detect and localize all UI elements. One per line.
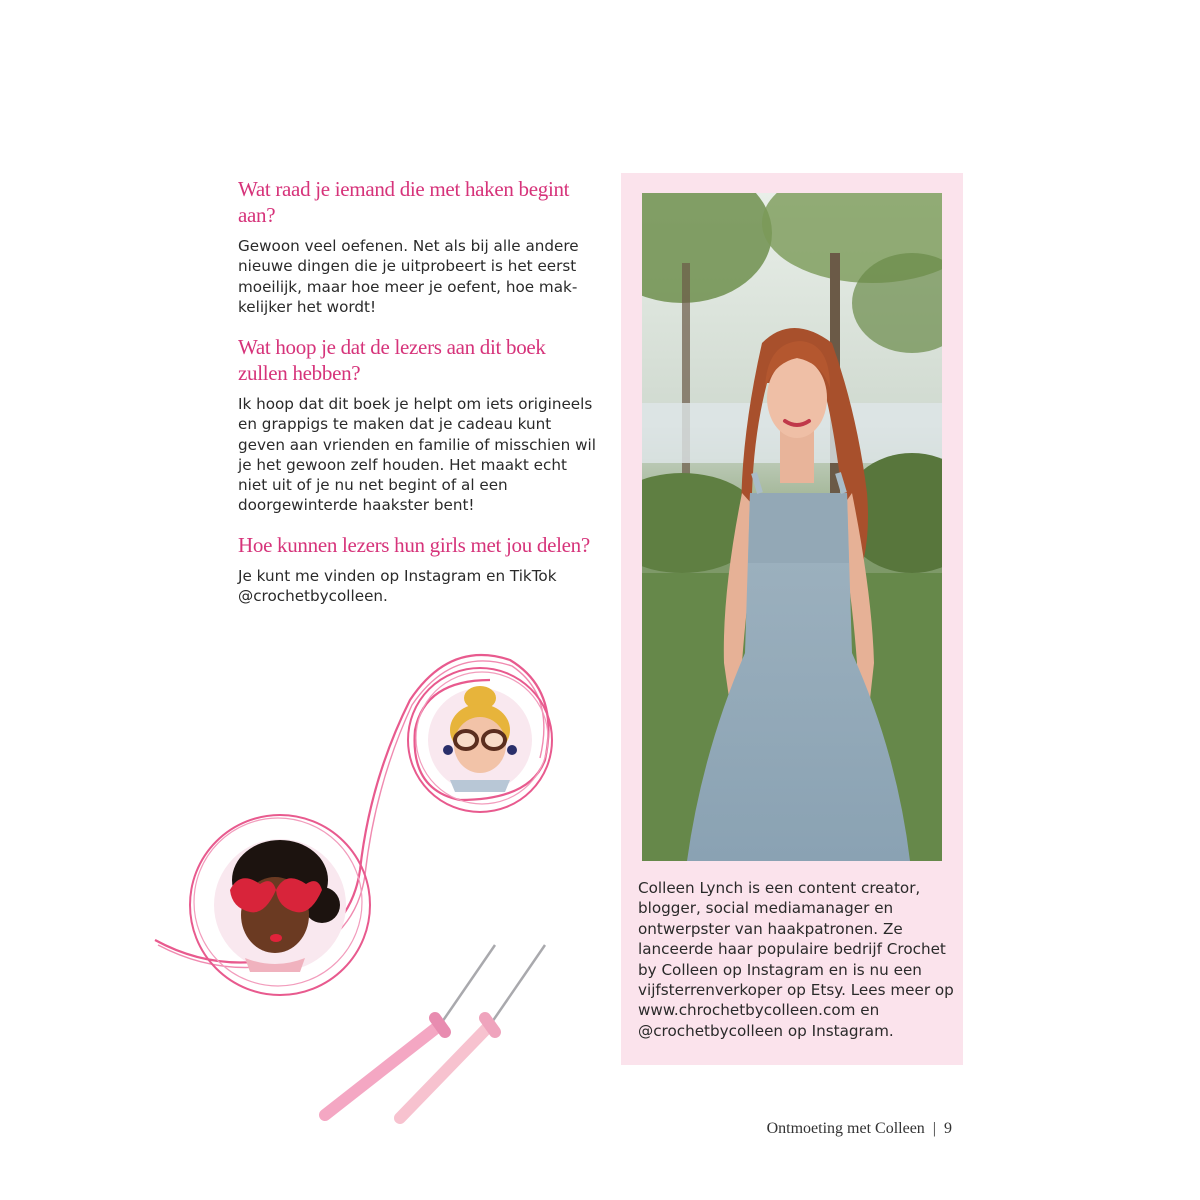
qa-section-2 [238, 334, 598, 516]
author-profile-card [621, 173, 963, 1065]
answer-text: Ik hoop dat dit boek je helpt om iets origineels en grappigs te maken dat je cadeau kunt geven aan vrienden en familie of misschien wil je het gewoon zelf houden. Het maakt echt niet uit of je nu net begint of al een doorgewinterde haakster bent! [238, 395, 596, 515]
author-bio: Colleen Lynch is een content creator, blogger, social mediamanager en ontwerpster van haakpatronen. Ze lanceerde haar populaire bedrijf Crochet by Colleen op Instagram en is nu een vijfsterrenverkoper op Etsy. Lees meer op www.chrochetbycolleen.com en @crochetbycolleen op Instagram. [638, 879, 954, 1040]
question-heading: Hoe kunnen lezers hun girls met jou delen? [238, 533, 590, 557]
answer-text: Gewoon veel oefenen. Net als bij alle andere nieuwe dingen die je uitprobeert is het eerst moeilijk, maar hoe meer je oefent, hoe mak-kelijker het wordt! [238, 237, 579, 316]
footer-separator: | [932, 1120, 936, 1137]
qa-section-3 [238, 532, 598, 607]
author-photo [642, 193, 942, 861]
crochet-illustration [150, 640, 600, 1130]
question-heading: Wat raad je iemand die met haken begint aan? [238, 177, 570, 227]
question-heading: Wat hoop je dat de lezers aan dit boek zullen hebben? [238, 335, 546, 385]
answer-text: Je kunt me vinden op Instagram en TikTok @crochetbycolleen. [238, 567, 557, 606]
page-footer [767, 1120, 952, 1138]
qa-section-1 [238, 176, 598, 317]
page-number: 9 [944, 1120, 952, 1137]
chapter-title: Ontmoeting met Colleen [766, 1120, 925, 1137]
